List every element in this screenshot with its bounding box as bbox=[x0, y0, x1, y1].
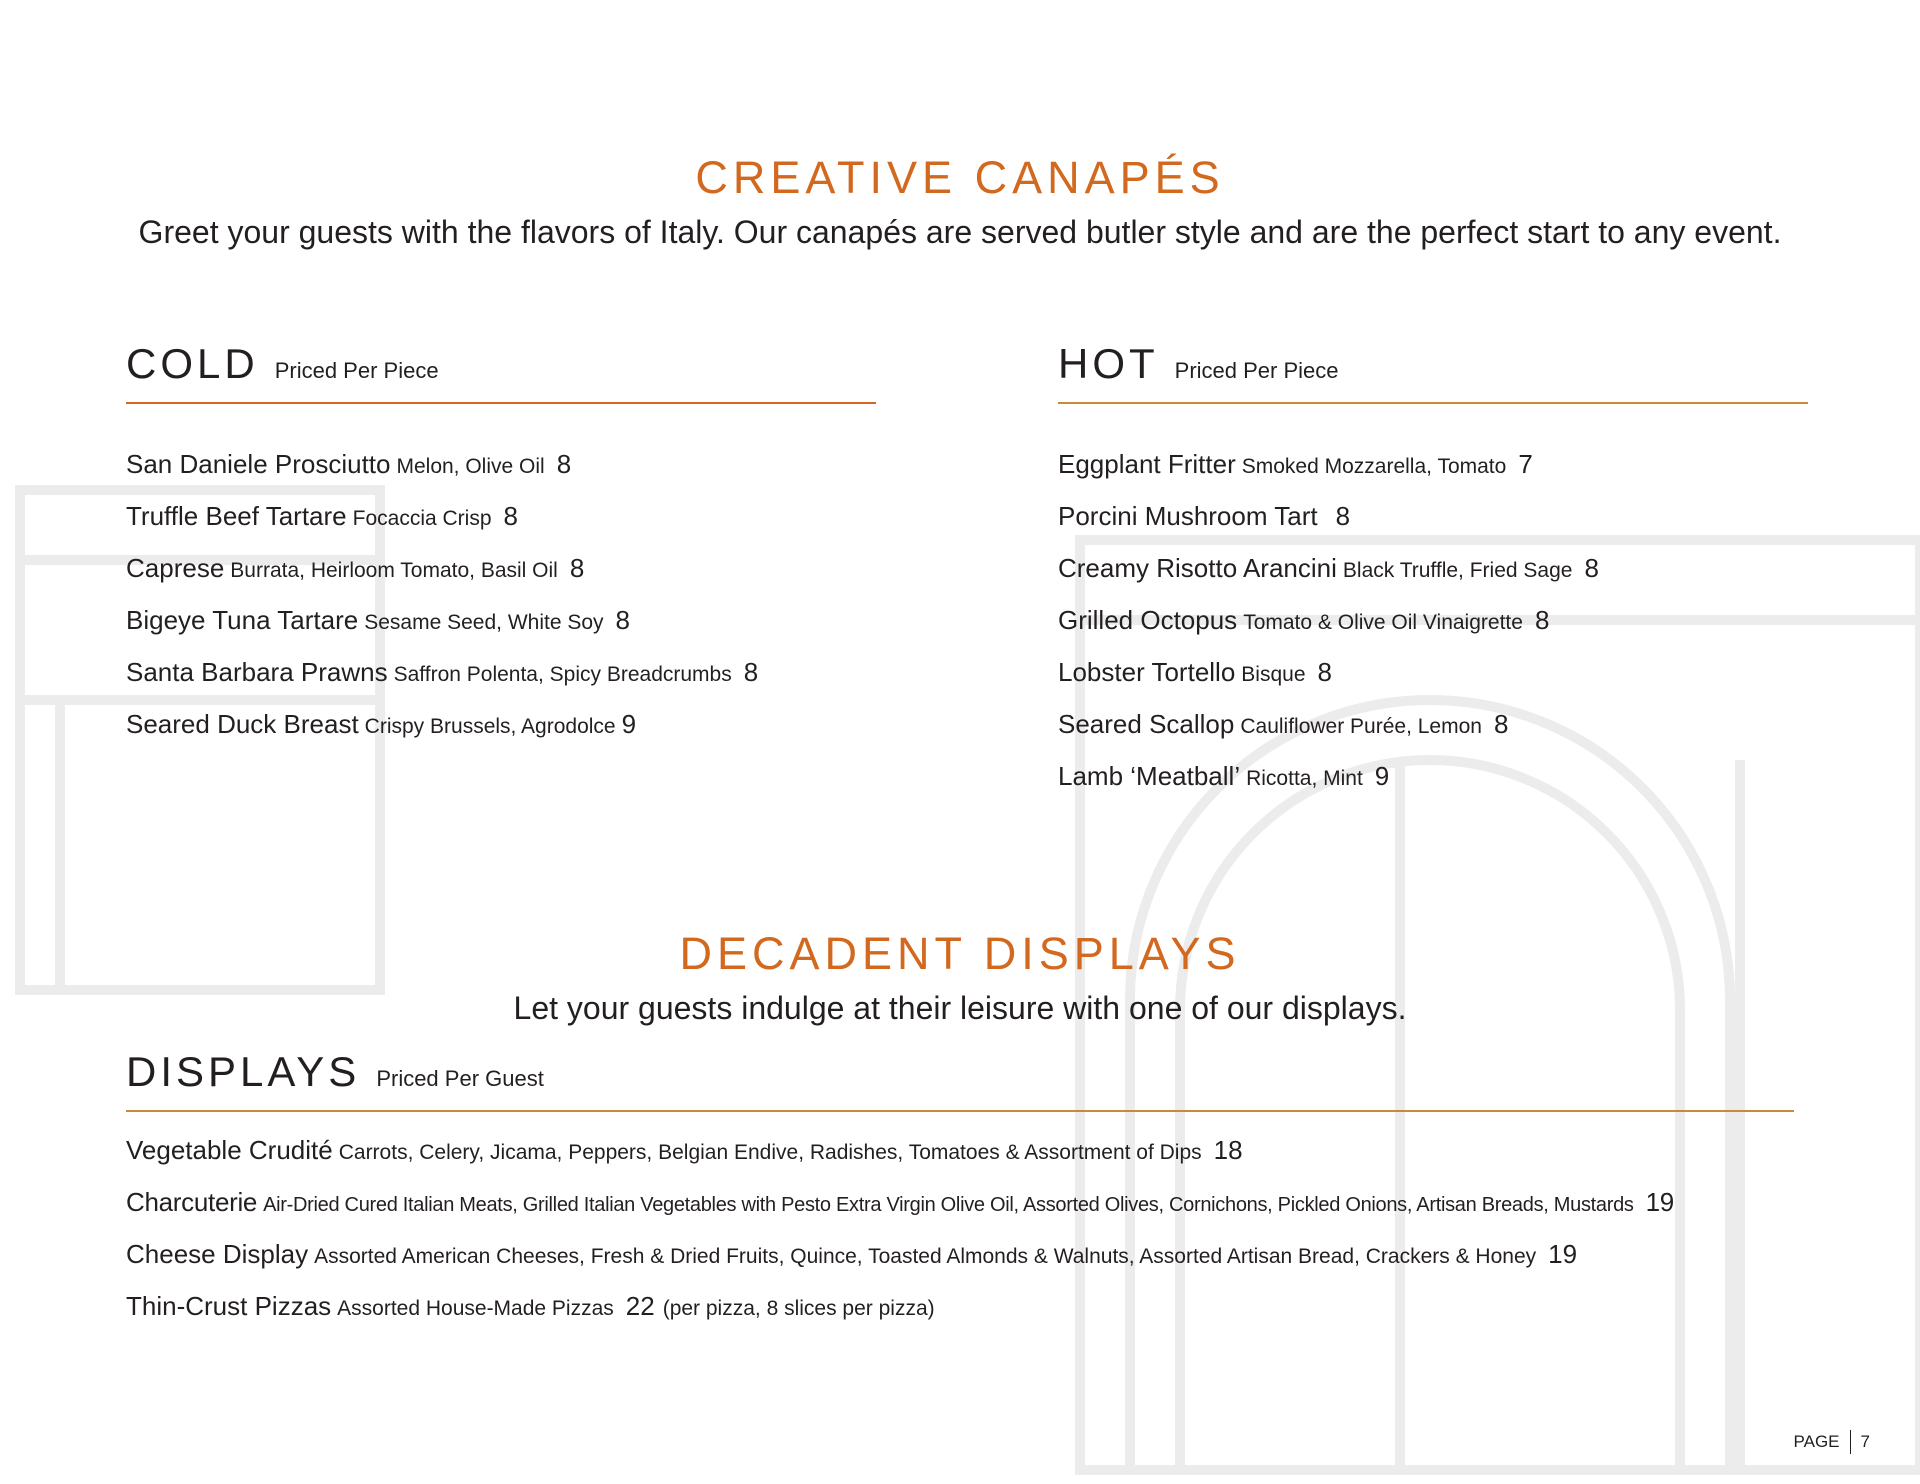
item-name: Creamy Risotto Arancini bbox=[1058, 553, 1337, 583]
item-price: 8 bbox=[1493, 709, 1509, 739]
hot-priced-note: Priced Per Piece bbox=[1174, 358, 1339, 383]
item-price: 18 bbox=[1213, 1135, 1243, 1165]
displays-title: DECADENT DISPLAYS bbox=[679, 928, 1241, 979]
item-description: Saffron Polenta, Spicy Breadcrumbs bbox=[393, 663, 732, 686]
list-item bbox=[126, 1176, 1794, 1228]
item-price: 8 bbox=[615, 605, 630, 635]
item-name: Eggplant Fritter bbox=[1058, 449, 1236, 479]
item-description: Focaccia Crisp bbox=[352, 507, 492, 530]
item-name: Caprese bbox=[126, 553, 225, 583]
item-name: Santa Barbara Prawns bbox=[126, 657, 388, 687]
list-item bbox=[126, 438, 876, 490]
cold-priced-note: Priced Per Piece bbox=[274, 358, 439, 383]
item-name: Vegetable Crudité bbox=[126, 1135, 333, 1165]
displays-divider bbox=[126, 1110, 1794, 1112]
item-name: Grilled Octopus bbox=[1058, 605, 1238, 635]
list-item bbox=[126, 490, 876, 542]
page-number bbox=[1794, 1430, 1870, 1454]
list-item bbox=[1058, 490, 1808, 542]
item-price: 19 bbox=[1645, 1187, 1674, 1217]
list-item bbox=[1058, 594, 1808, 646]
item-name: Cheese Display bbox=[126, 1239, 309, 1269]
list-item bbox=[1058, 438, 1808, 490]
item-description: Sesame Seed, White Soy bbox=[364, 611, 604, 634]
item-description: Crispy Brussels, Agrodolce bbox=[364, 715, 616, 738]
item-price: 8 bbox=[503, 501, 518, 531]
displays-heading: DISPLAYS bbox=[126, 1048, 361, 1095]
cold-column bbox=[126, 340, 876, 750]
item-price: 8 bbox=[556, 449, 572, 479]
displays-header bbox=[126, 1048, 1794, 1100]
item-description: Melon, Olive Oil bbox=[396, 455, 545, 478]
item-name: Bigeye Tuna Tartare bbox=[126, 605, 359, 635]
item-description: Bisque bbox=[1241, 663, 1306, 686]
list-item bbox=[126, 1124, 1794, 1176]
item-name: Truffle Beef Tartare bbox=[126, 501, 347, 531]
item-price: 8 bbox=[1534, 605, 1550, 635]
item-name: Lobster Tortello bbox=[1058, 657, 1236, 687]
item-description: Assorted American Cheeses, Fresh & Dried Fruits, Quince, Toasted Almonds & Walnuts, Assorted Artisan Bread, Crackers & Honey bbox=[314, 1245, 1537, 1268]
item-description: Burrata, Heirloom Tomato, Basil Oil bbox=[230, 559, 558, 582]
list-item bbox=[1058, 698, 1808, 750]
list-item bbox=[126, 594, 876, 646]
page-label: PAGE bbox=[1793, 1432, 1840, 1451]
item-name: Seared Scallop bbox=[1058, 709, 1235, 739]
item-name: Lamb ‘Meatball’ bbox=[1058, 761, 1241, 791]
item-description: Carrots, Celery, Jicama, Peppers, Belgian Endive, Radishes, Tomatoes & Assortment of Dips bbox=[338, 1141, 1202, 1164]
item-name: San Daniele Prosciutto bbox=[126, 449, 391, 479]
item-description: Tomato & Olive Oil Vinaigrette bbox=[1243, 611, 1523, 634]
item-description: Smoked Mozzarella, Tomato bbox=[1241, 455, 1507, 478]
hot-divider bbox=[1058, 402, 1808, 404]
item-price: 7 bbox=[1518, 449, 1533, 479]
item-price: 8 bbox=[1317, 657, 1332, 687]
list-item bbox=[126, 698, 876, 750]
displays-item-list bbox=[126, 1124, 1794, 1332]
item-name: Seared Duck Breast bbox=[126, 709, 359, 739]
cold-divider bbox=[126, 402, 876, 404]
hot-column bbox=[1058, 340, 1808, 802]
item-price: 8 bbox=[1584, 553, 1599, 583]
page-number-value: 7 bbox=[1860, 1432, 1870, 1451]
item-price: 9 bbox=[621, 709, 637, 739]
displays-priced-note: Priced Per Guest bbox=[376, 1066, 544, 1091]
item-description: Assorted House-Made Pizzas bbox=[337, 1297, 614, 1320]
hot-item-list bbox=[1058, 438, 1808, 802]
cold-item-list bbox=[126, 438, 876, 750]
list-item bbox=[1058, 750, 1808, 802]
item-name: Porcini Mushroom Tart bbox=[1058, 501, 1318, 531]
canapes-title: CREATIVE CANAPÉS bbox=[695, 152, 1225, 203]
item-price: 22 bbox=[625, 1291, 655, 1321]
displays-subtitle: Let your guests indulge at their leisure with one of our displays. bbox=[513, 990, 1407, 1026]
item-description: Cauliflower Purée, Lemon bbox=[1240, 715, 1482, 738]
item-name: Charcuterie bbox=[126, 1187, 258, 1217]
cold-header bbox=[126, 340, 876, 392]
list-item bbox=[126, 542, 876, 594]
cold-heading: COLD bbox=[126, 340, 259, 387]
list-item bbox=[126, 1228, 1794, 1280]
canapes-subtitle: Greet your guests with the flavors of Italy. Our canapés are served butler style and are the perfect start to any event. bbox=[138, 214, 1782, 250]
item-description: Black Truffle, Fried Sage bbox=[1342, 559, 1573, 582]
hot-heading: HOT bbox=[1058, 340, 1159, 387]
item-price: 19 bbox=[1548, 1239, 1578, 1269]
list-item bbox=[126, 646, 876, 698]
item-description: Air-Dried Cured Italian Meats, Grilled Italian Vegetables with Pesto Extra Virgin Olive Oil, Assorted Olives, Cornichons, Pickled Onions, Artisan Breads, Mustards bbox=[263, 1194, 1634, 1216]
item-price: 8 bbox=[1335, 501, 1351, 531]
list-item bbox=[126, 1280, 1794, 1332]
list-item bbox=[1058, 646, 1808, 698]
item-name: Thin-Crust Pizzas bbox=[126, 1291, 332, 1321]
item-price: 9 bbox=[1374, 761, 1390, 791]
hot-header bbox=[1058, 340, 1808, 392]
item-note: (per pizza, 8 slices per pizza) bbox=[662, 1297, 935, 1320]
list-item bbox=[1058, 542, 1808, 594]
item-description: Ricotta, Mint bbox=[1246, 767, 1363, 790]
item-price: 8 bbox=[743, 657, 759, 687]
page-number-separator bbox=[1850, 1430, 1851, 1454]
displays-column bbox=[126, 1048, 1794, 1332]
item-price: 8 bbox=[569, 553, 585, 583]
